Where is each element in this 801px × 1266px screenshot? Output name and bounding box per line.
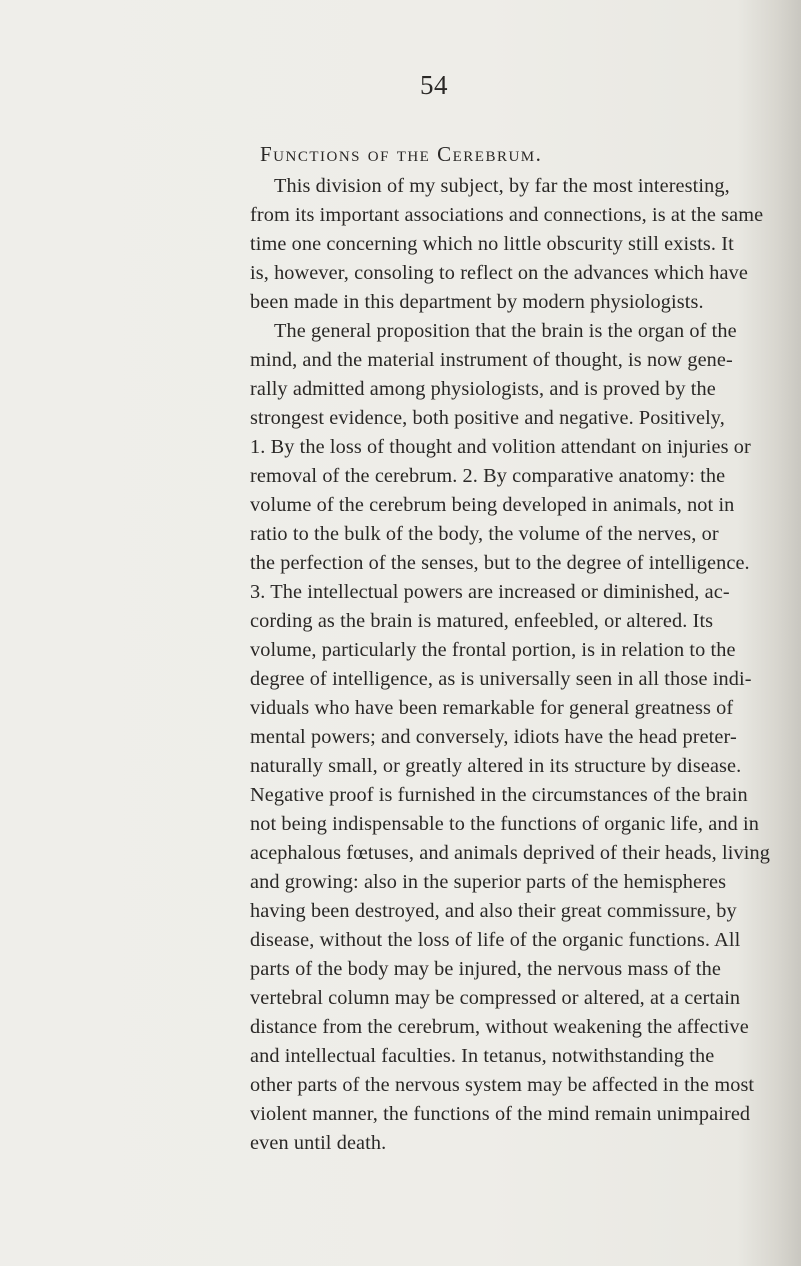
text-line: violent manner, the functions of the mind remain unimpaired bbox=[250, 1103, 751, 1125]
text-line: degree of intelligence, as is universally seen in all those indi- bbox=[250, 668, 752, 690]
text-line: rally admitted among physiologists, and is proved by the bbox=[250, 378, 716, 400]
text-line: vertebral column may be compressed or altered, at a certain bbox=[250, 987, 741, 1009]
body-text bbox=[250, 172, 770, 1158]
text-line: viduals who have been remarkable for general greatness of bbox=[250, 697, 734, 719]
text-line: volume of the cerebrum being developed in animals, not in bbox=[250, 494, 735, 516]
text-line: acephalous fœtuses, and animals deprived of their heads, living bbox=[250, 842, 770, 864]
heading-word-functions: Functions bbox=[260, 142, 362, 166]
text-line: Negative proof is furnished in the circumstances of the brain bbox=[250, 784, 748, 806]
text-line: time one concerning which no little obscurity still exists. It bbox=[250, 233, 734, 255]
text-line: The general proposition that the brain is the organ of the bbox=[274, 320, 737, 342]
text-line: cording as the brain is matured, enfeebled, or altered. Its bbox=[250, 610, 714, 632]
page-number: 54 bbox=[420, 70, 448, 100]
text-line: mind, and the material instrument of thought, is now gene- bbox=[250, 349, 733, 371]
text-line: distance from the cerebrum, without weakening the affective bbox=[250, 1016, 749, 1038]
text-line: volume, particularly the frontal portion, is in relation to the bbox=[250, 639, 736, 661]
text-line: This division of my subject, by far the most interesting, bbox=[274, 175, 730, 197]
text-line: ratio to the bulk of the body, the volume of the nerves, or bbox=[250, 523, 719, 545]
text-line: 1. By the loss of thought and volition attendant on injuries or bbox=[250, 436, 751, 458]
text-line: strongest evidence, both positive and negative. Positively, bbox=[250, 407, 725, 429]
text-line: is, however, consoling to reflect on the advances which have bbox=[250, 262, 748, 284]
text-line: having been destroyed, and also their great commissure, by bbox=[250, 900, 737, 922]
text-line: and intellectual faculties. In tetanus, notwithstanding the bbox=[250, 1045, 715, 1067]
text-line: even until death. bbox=[250, 1132, 387, 1154]
heading-word-cerebrum: Cerebrum. bbox=[437, 142, 543, 166]
text-line: naturally small, or greatly altered in its structure by disease. bbox=[250, 755, 742, 777]
text-line: not being indispensable to the functions of organic life, and in bbox=[250, 813, 760, 835]
text-line: disease, without the loss of life of the organic functions. All bbox=[250, 929, 741, 951]
text-line: other parts of the nervous system may be affected in the most bbox=[250, 1074, 755, 1096]
section-heading bbox=[260, 141, 600, 167]
text-line: mental powers; and conversely, idiots have the head preter- bbox=[250, 726, 737, 748]
text-line: from its important associations and connections, is at the same bbox=[250, 204, 764, 226]
heading-word-of-the: of the bbox=[367, 142, 431, 166]
text-line: and growing: also in the superior parts of the hemispheres bbox=[250, 871, 727, 893]
text-line: removal of the cerebrum. 2. By comparative anatomy: the bbox=[250, 465, 726, 487]
text-line: the perfection of the senses, but to the degree of intelligence. bbox=[250, 552, 750, 574]
text-line: parts of the body may be injured, the nervous mass of the bbox=[250, 958, 721, 980]
text-line: 3. The intellectual powers are increased or diminished, ac- bbox=[250, 581, 730, 603]
text-line: been made in this department by modern physiologists. bbox=[250, 291, 704, 313]
